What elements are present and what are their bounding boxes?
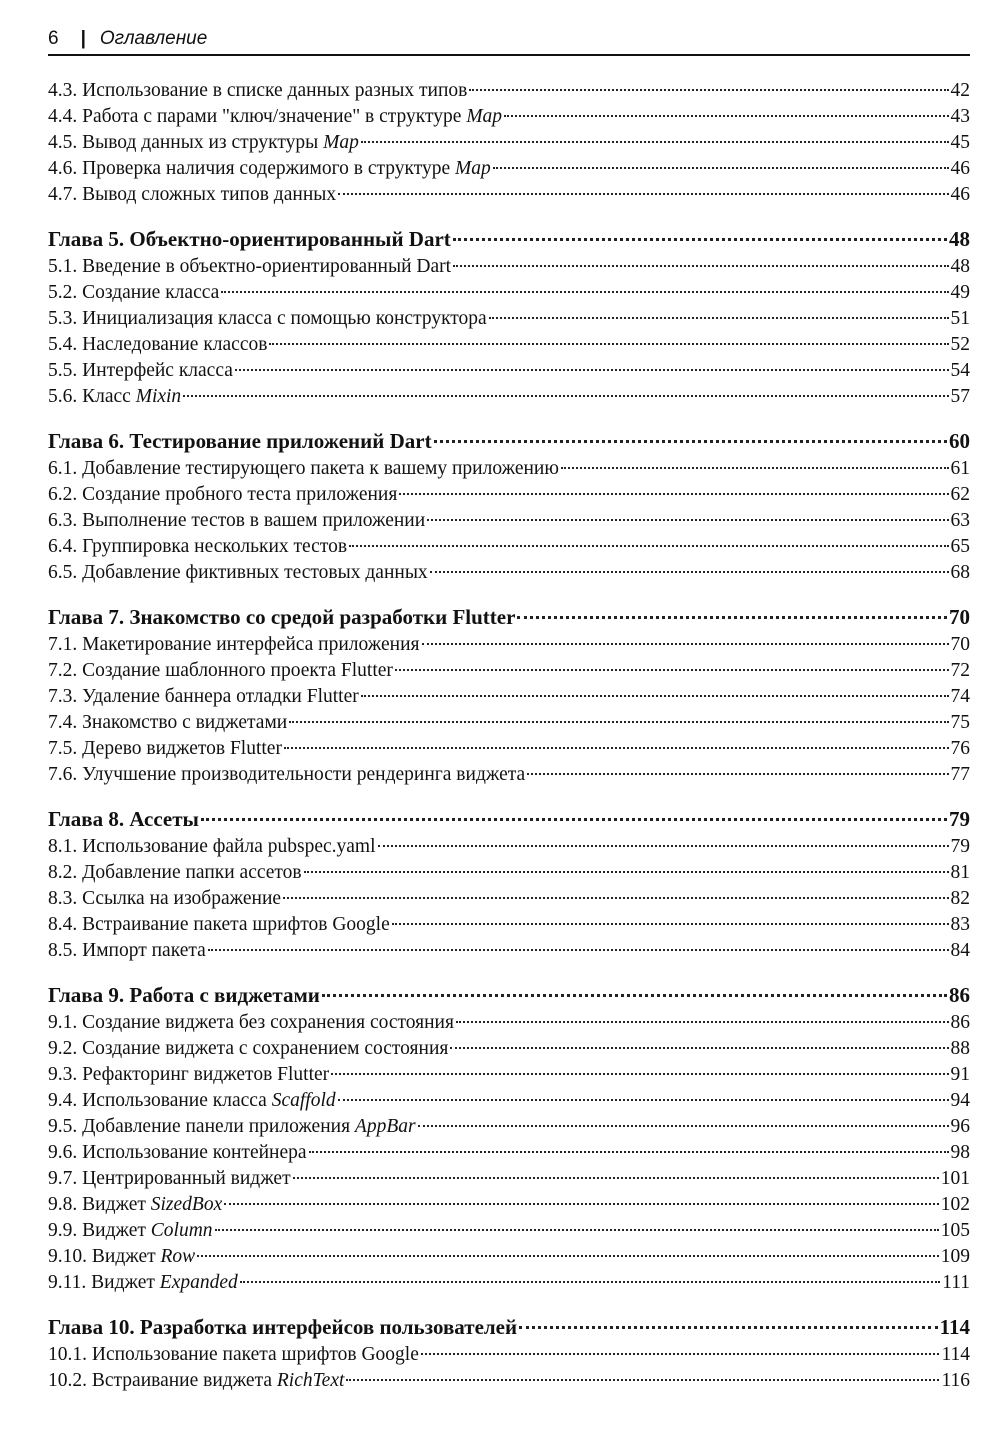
toc-entry-title: [48, 358, 233, 384]
toc-chapter-entry[interactable]: [48, 602, 970, 632]
toc-section-entry[interactable]: [48, 1140, 970, 1166]
dot-leader: [309, 1151, 949, 1153]
dot-leader: [197, 1255, 939, 1257]
chapter-gap: [48, 1296, 970, 1312]
toc-entry-title: [48, 1270, 238, 1296]
toc-page-number: 57: [950, 386, 970, 407]
chapter-gap: [48, 586, 970, 602]
toc-section-entry[interactable]: [48, 762, 970, 788]
dot-leader: [392, 923, 949, 925]
toc-entry-title: [48, 426, 432, 456]
toc-entry-code-term: Row: [160, 1246, 196, 1267]
toc-page-number: 46: [950, 158, 970, 179]
toc-entry-title: [48, 1218, 213, 1244]
toc-page-number: 68: [950, 562, 970, 583]
toc-chapter-entry[interactable]: [48, 1312, 970, 1342]
toc-section-entry[interactable]: [48, 456, 970, 482]
toc-entry-title: [48, 938, 206, 964]
toc-page-number: 48: [950, 256, 970, 277]
toc-chapter-entry[interactable]: [48, 980, 970, 1010]
toc-entry-title: [48, 886, 281, 912]
toc-entry-title: [48, 332, 267, 358]
toc-entry-title: [48, 224, 451, 254]
toc-entry-title: [48, 1062, 329, 1088]
toc-entry-title: [48, 834, 376, 860]
toc-section-entry[interactable]: [48, 1244, 970, 1270]
toc-entry-title: [48, 1342, 419, 1368]
toc-page-number: 62: [950, 484, 970, 505]
dot-leader: [453, 265, 948, 267]
toc-entry-text: 9.9. Виджет: [48, 1220, 151, 1241]
toc-section-entry[interactable]: [48, 1218, 970, 1244]
toc-entry-text: Глава 6. Тестирование приложений Dart: [48, 429, 432, 453]
toc-entry-code-term: Map: [455, 158, 491, 179]
toc-entry-title: [48, 1192, 222, 1218]
dot-leader: [322, 994, 947, 997]
toc-entry-text: 4.7. Вывод сложных типов данных: [48, 184, 337, 205]
toc-page-number: 91: [950, 1064, 970, 1085]
toc-page-number: 101: [940, 1168, 970, 1189]
toc-entry-title: [48, 104, 502, 130]
toc-page-number: 96: [950, 1116, 970, 1137]
dot-leader: [421, 1353, 940, 1355]
toc-entry-code-term: Map: [466, 106, 503, 127]
toc-chapter-entry[interactable]: [48, 804, 970, 834]
toc-entry-title: [48, 804, 199, 834]
toc-section-entry[interactable]: [48, 912, 970, 938]
toc-page-number: 82: [950, 888, 970, 909]
dot-leader: [399, 493, 948, 495]
dot-leader: [527, 773, 948, 775]
toc-entry-title: [48, 1114, 416, 1140]
toc-entry-code-term: Column: [150, 1220, 213, 1241]
toc-entry-text: 6.2. Создание пробного теста приложения: [48, 484, 398, 505]
toc-entry-text: 5.6. Класс: [48, 386, 136, 407]
toc-entry-text: Глава 10. Разработка интерфейсов пользователей: [48, 1315, 518, 1339]
toc-entry-text: 9.11. Виджет: [48, 1272, 160, 1293]
dot-leader: [456, 1021, 949, 1023]
toc-entry-title: [48, 384, 181, 410]
dot-leader: [338, 1099, 949, 1101]
toc-section-entry[interactable]: [48, 508, 970, 534]
toc-section-entry[interactable]: [48, 938, 970, 964]
toc-section-entry[interactable]: [48, 130, 970, 156]
toc-entry-title: [48, 482, 397, 508]
dot-leader: [289, 721, 948, 723]
toc-entry-title: [48, 710, 287, 736]
toc-page-number: 116: [941, 1370, 970, 1391]
toc-section-entry[interactable]: [48, 104, 970, 130]
toc-page-number: 72: [950, 660, 970, 681]
chapter-gap: [48, 410, 970, 426]
dot-leader: [293, 1177, 939, 1179]
toc-entry-text: 10.1. Использование пакета шрифтов Google: [48, 1344, 419, 1365]
toc-page-number: 111: [942, 1272, 970, 1293]
toc-section-entry[interactable]: [48, 1368, 970, 1394]
chapter-gap: [48, 964, 970, 980]
toc-page-number: 60: [949, 429, 970, 453]
dot-leader: [284, 747, 949, 749]
toc-entry-text: 9.7. Центрированный виджет: [48, 1168, 291, 1189]
toc-entry-title: [48, 632, 420, 658]
toc-page-number: 46: [950, 184, 970, 205]
toc-page-number: 49: [950, 282, 970, 303]
dot-leader: [240, 1281, 940, 1283]
toc-entry-text: Глава 5. Объектно-ориентированный Dart: [48, 227, 451, 251]
toc-entry-text: 8.2. Добавление папки ассетов: [48, 862, 302, 883]
dot-leader: [434, 440, 947, 443]
toc-entry-text: 9.2. Создание виджета с сохранением состояния: [48, 1038, 449, 1059]
toc-section-entry[interactable]: [48, 710, 970, 736]
toc-page-number: 86: [949, 983, 970, 1007]
toc-page-number: 102: [940, 1194, 970, 1215]
toc-section-entry[interactable]: [48, 182, 970, 208]
toc-entry-text: 9.6. Использование контейнера: [48, 1142, 307, 1163]
dot-leader: [517, 616, 947, 619]
toc-entry-title: [48, 156, 491, 182]
toc-page-number: 88: [950, 1038, 970, 1059]
toc-entry-code-term: Scaffold: [271, 1090, 336, 1111]
toc-page-number: 45: [950, 132, 970, 153]
toc-page-number: 83: [950, 914, 970, 935]
toc-section-entry[interactable]: [48, 332, 970, 358]
toc-entry-text: 4.6. Проверка наличия содержимого в структуре: [48, 158, 455, 179]
toc-section-entry[interactable]: [48, 736, 970, 762]
toc-entry-title: [48, 280, 219, 306]
toc-entry-title: [48, 534, 347, 560]
toc-entry-title: [48, 1368, 344, 1394]
dot-leader: [361, 141, 949, 143]
running-header: [48, 28, 970, 56]
toc-section-entry[interactable]: [48, 860, 970, 886]
dot-leader: [489, 317, 949, 319]
toc-entry-code-term: Mixin: [135, 386, 182, 407]
dot-leader: [338, 193, 948, 195]
dot-leader: [283, 897, 948, 899]
toc-section-entry[interactable]: [48, 1088, 970, 1114]
toc-entry-text: 7.6. Улучшение производительности рендеринга виджета: [48, 764, 526, 785]
toc-entry-text: 7.4. Знакомство с виджетами: [48, 712, 288, 733]
toc-entry-text: 8.3. Ссылка на изображение: [48, 888, 282, 909]
toc-entry-title: [48, 254, 451, 280]
toc-section-entry[interactable]: [48, 254, 970, 280]
toc-page-number: 52: [950, 334, 970, 355]
dot-leader: [208, 949, 949, 951]
toc-entry-text: 7.3. Удаление баннера отладки Flutter: [48, 686, 359, 707]
header-title: Оглавление: [99, 28, 208, 49]
toc-entry-text: 9.5. Добавление панели приложения: [48, 1116, 355, 1137]
toc-entry-text: 5.2. Создание класса: [48, 282, 220, 303]
toc-entry-text: 6.4. Группировка нескольких тестов: [48, 536, 348, 557]
toc-page-number: 63: [950, 510, 970, 531]
dot-leader: [504, 115, 948, 117]
dot-leader: [349, 545, 948, 547]
dot-leader: [378, 845, 949, 847]
toc-entry-text: 6.3. Выполнение тестов в вашем приложении: [48, 510, 426, 531]
toc-section-entry[interactable]: [48, 534, 970, 560]
dot-leader: [361, 695, 949, 697]
dot-leader: [395, 669, 949, 671]
toc-entry-text: 5.5. Интерфейс класса: [48, 360, 233, 381]
toc-chapter-entry[interactable]: [48, 426, 970, 456]
toc-section-entry[interactable]: [48, 1166, 970, 1192]
dot-leader: [346, 1379, 939, 1381]
toc-entry-title: [48, 736, 282, 762]
toc-entry-text: Глава 8. Ассеты: [48, 807, 199, 831]
toc-entry-title: [48, 306, 487, 332]
toc-section-entry[interactable]: [48, 306, 970, 332]
dot-leader: [453, 238, 947, 241]
toc-entry-code-term: Expanded: [159, 1272, 238, 1293]
toc-entry-title: [48, 1312, 517, 1342]
toc-entry-text: 8.4. Встраивание пакета шрифтов Google: [48, 914, 390, 935]
toc-page-number: 54: [950, 360, 970, 381]
dot-leader: [235, 369, 949, 371]
toc-entry-title: [48, 1140, 307, 1166]
dot-leader: [201, 818, 947, 821]
dot-leader: [519, 1326, 938, 1329]
table-of-contents: [48, 78, 970, 1394]
toc-section-entry[interactable]: [48, 1270, 970, 1296]
toc-entry-code-term: Map: [323, 132, 359, 153]
dot-leader: [450, 1047, 948, 1049]
dot-leader: [430, 571, 949, 573]
header-separator: |: [80, 28, 86, 49]
toc-entry-title: [48, 560, 428, 586]
dot-leader: [561, 467, 949, 469]
dot-leader: [224, 1203, 939, 1205]
toc-section-entry[interactable]: [48, 280, 970, 306]
toc-entry-title: [48, 912, 390, 938]
toc-entry-text: 8.5. Импорт пакета: [48, 940, 206, 961]
toc-page-number: 65: [950, 536, 970, 557]
toc-entry-text: 7.2. Создание шаблонного проекта Flutter: [48, 660, 393, 681]
dot-leader: [469, 89, 948, 91]
toc-section-entry[interactable]: [48, 632, 970, 658]
toc-entry-text: 5.3. Инициализация класса с помощью конструктора: [48, 308, 487, 329]
toc-entry-code-term: AppBar: [354, 1116, 416, 1137]
toc-page-number: 43: [950, 106, 970, 127]
toc-section-entry[interactable]: [48, 658, 970, 684]
toc-entry-title: [48, 508, 425, 534]
toc-section-entry[interactable]: [48, 384, 970, 410]
toc-page-number: 48: [949, 227, 970, 251]
toc-entry-text: 5.1. Введение в объектно-ориентированный Dart: [48, 256, 452, 277]
toc-page-number: 79: [949, 807, 970, 831]
toc-entry-title: [48, 762, 525, 788]
toc-entry-text: Глава 7. Знакомство со средой разработки Flutter: [48, 605, 516, 629]
toc-entry-text: 9.10. Виджет: [48, 1246, 161, 1267]
toc-entry-text: 4.5. Вывод данных из структуры: [48, 132, 324, 153]
dot-leader: [183, 395, 948, 397]
toc-section-entry[interactable]: [48, 1342, 970, 1368]
toc-section-entry[interactable]: [48, 834, 970, 860]
toc-entry-title: [48, 980, 320, 1010]
toc-entry-title: [48, 1036, 448, 1062]
toc-entry-text: 9.3. Рефакторинг виджетов Flutter: [48, 1064, 330, 1085]
toc-entry-title: [48, 658, 393, 684]
toc-page-number: 79: [950, 836, 970, 857]
dot-leader: [418, 1125, 949, 1127]
toc-chapter-entry[interactable]: [48, 224, 970, 254]
toc-page-number: 75: [950, 712, 970, 733]
toc-section-entry[interactable]: [48, 1010, 970, 1036]
toc-page-number: 98: [950, 1142, 970, 1163]
toc-entry-title: [48, 1166, 291, 1192]
toc-page-number: 94: [950, 1090, 970, 1111]
toc-page-number: 76: [950, 738, 970, 759]
dot-leader: [427, 519, 948, 521]
toc-entry-text: 7.5. Дерево виджетов Flutter: [48, 738, 282, 759]
toc-page-number: 86: [950, 1012, 970, 1033]
toc-entry-text: 8.1. Использование файла pubspec.yaml: [48, 836, 376, 857]
toc-section-entry[interactable]: [48, 78, 970, 104]
dot-leader: [304, 871, 949, 873]
toc-page-number: 70: [950, 634, 970, 655]
toc-page-number: 105: [940, 1220, 970, 1241]
toc-entry-title: [48, 78, 467, 104]
toc-section-entry[interactable]: [48, 482, 970, 508]
toc-entry-title: [48, 1244, 195, 1270]
chapter-gap: [48, 788, 970, 804]
toc-entry-text: Глава 9. Работа с виджетами: [48, 983, 320, 1007]
toc-entry-title: [48, 1088, 336, 1114]
toc-entry-title: [48, 456, 559, 482]
toc-entry-title: [48, 1010, 454, 1036]
toc-entry-text: 9.4. Использование класса: [48, 1090, 272, 1111]
toc-section-entry[interactable]: [48, 684, 970, 710]
toc-section-entry[interactable]: [48, 560, 970, 586]
toc-entry-code-term: RichText: [276, 1370, 345, 1391]
toc-section-entry[interactable]: [48, 1062, 970, 1088]
toc-page-number: 77: [950, 764, 970, 785]
toc-entry-text: 6.5. Добавление фиктивных тестовых данных: [48, 562, 428, 583]
toc-page-number: 70: [949, 605, 970, 629]
toc-section-entry[interactable]: [48, 886, 970, 912]
toc-page-number: 109: [940, 1246, 970, 1267]
toc-entry-title: [48, 684, 359, 710]
toc-entry-text: 5.4. Наследование классов: [48, 334, 268, 355]
toc-entry-text: 9.8. Виджет: [48, 1194, 151, 1215]
toc-section-entry[interactable]: [48, 1036, 970, 1062]
toc-section-entry[interactable]: [48, 358, 970, 384]
dot-leader: [331, 1073, 948, 1075]
dot-leader: [422, 643, 949, 645]
toc-page-number: 84: [950, 940, 970, 961]
toc-entry-title: [48, 182, 336, 208]
toc-entry-text: 9.1. Создание виджета без сохранения состояния: [48, 1012, 454, 1033]
toc-page-number: 42: [950, 80, 970, 101]
dot-leader: [215, 1229, 939, 1231]
toc-section-entry[interactable]: [48, 1192, 970, 1218]
dot-leader: [493, 167, 949, 169]
toc-entry-code-term: SizedBox: [150, 1194, 223, 1215]
toc-page-number: 61: [950, 458, 970, 479]
toc-page-number: 51: [950, 308, 970, 329]
chapter-gap: [48, 208, 970, 224]
toc-entry-title: [48, 602, 515, 632]
toc-page-number: 81: [950, 862, 970, 883]
toc-entry-text: 10.2. Встраивание виджета: [48, 1370, 277, 1391]
toc-section-entry[interactable]: [48, 1114, 970, 1140]
toc-entry-title: [48, 130, 359, 156]
toc-page-number: 114: [939, 1315, 970, 1339]
dot-leader: [269, 343, 948, 345]
page-number: 6: [48, 28, 59, 49]
toc-entry-text: 4.3. Использование в списке данных разных типов: [48, 80, 468, 101]
toc-section-entry[interactable]: [48, 156, 970, 182]
toc-page-number: 114: [941, 1344, 970, 1365]
toc-page-number: 74: [950, 686, 970, 707]
dot-leader: [221, 291, 948, 293]
toc-entry-title: [48, 860, 302, 886]
toc-entry-text: 6.1. Добавление тестирующего пакета к вашему приложению: [48, 458, 559, 479]
toc-entry-text: 4.4. Работа с парами "ключ/значение" в структуре: [48, 106, 467, 127]
toc-entry-text: 7.1. Макетирование интерфейса приложения: [48, 634, 420, 655]
